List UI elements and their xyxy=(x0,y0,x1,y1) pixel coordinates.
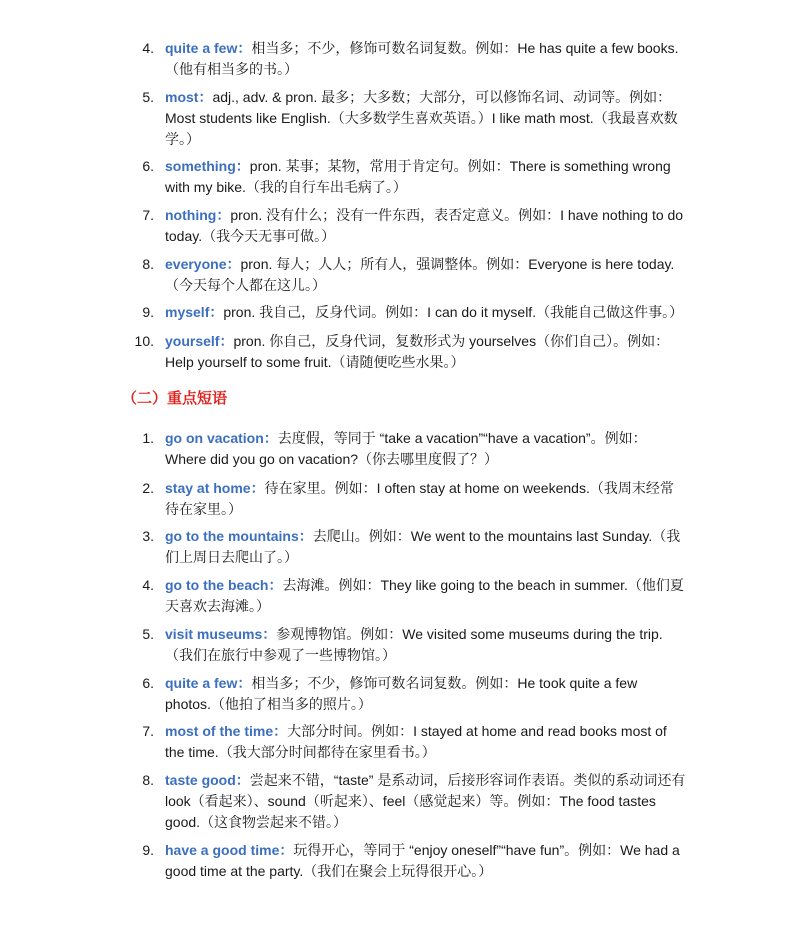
definition: pron. 你自己，反身代词，复数形式为 yourselves（你们自己）。例如：Help yourself to some fruit.（请随便吃些水果。） xyxy=(165,333,670,370)
term-separator: ： xyxy=(268,577,283,593)
term: everyone xyxy=(165,256,227,272)
definition: pron. 没有什么；没有一件东西，表否定意义。例如：I have nothing to do today.（我今天无事可做。） xyxy=(165,207,684,244)
item-body xyxy=(165,721,687,763)
term: yourself xyxy=(165,333,220,349)
term-separator: ： xyxy=(198,89,213,105)
definition: 尝起来不错，“taste” 是系动词，后接形容词作表语。类似的系动词还有 look（看起来）、sound（听起来）、feel（感觉起来）等。例如：The food tastes good.（这食物尝起来不错。） xyxy=(165,772,686,830)
term: nothing xyxy=(165,207,217,223)
term-separator: ： xyxy=(226,256,241,272)
term-separator: ： xyxy=(235,158,250,174)
item-number: 4. xyxy=(142,577,154,593)
term-separator: ： xyxy=(250,480,265,496)
term-separator: ： xyxy=(263,430,278,446)
item-number: 1. xyxy=(142,430,154,446)
item-body xyxy=(165,156,687,198)
definition: pron. 我自己，反身代词。例如：I can do it myself.（我能自己做这件事。） xyxy=(223,304,684,320)
definition: pron. 某事；某物，常用于肯定句。例如：There is something wrong with my bike.（我的自行车出毛病了。） xyxy=(165,158,671,195)
term-separator: ： xyxy=(209,304,224,320)
term: taste good xyxy=(165,772,236,788)
definition: 去海滩。例如：They like going to the beach in summer.（他们夏天喜欢去海滩。） xyxy=(165,577,684,614)
term: visit museums xyxy=(165,626,263,642)
term-separator: ： xyxy=(298,528,313,544)
section-heading: （二）重点短语 xyxy=(122,390,228,407)
term: go on vacation xyxy=(165,430,264,446)
item-body xyxy=(165,205,687,247)
term-separator: ： xyxy=(219,333,234,349)
item-number: 10. xyxy=(134,333,154,349)
term: myself xyxy=(165,304,210,320)
definition: 相当多；不少，修饰可数名词复数。例如：He has quite a few books.（他有相当多的书。） xyxy=(165,40,679,77)
item-body xyxy=(165,254,687,296)
item-body xyxy=(165,624,687,666)
item-number: 5. xyxy=(142,89,154,105)
item-number: 2. xyxy=(142,480,154,496)
definition: 待在家里。例如：I often stay at home on weekends.（我周末经常待在家里。） xyxy=(165,480,674,517)
term-separator: ： xyxy=(279,842,294,858)
definition: 玩得开心，等同于 “enjoy oneself”“have fun”。例如：We had a good time at the party.（我们在聚会上玩得很开心。） xyxy=(165,842,680,879)
definition: pron. 每人；人人；所有人，强调整体。例如：Everyone is here today.（今天每个人都在这儿。） xyxy=(165,256,675,293)
item-number: 4. xyxy=(142,40,154,56)
term-separator: ： xyxy=(237,675,252,691)
definition: 去爬山。例如：We went to the mountains last Sunday.（我们上周日去爬山了。） xyxy=(165,528,681,565)
item-number: 6. xyxy=(142,158,154,174)
item-number: 6. xyxy=(142,675,154,691)
item-body xyxy=(165,526,687,568)
item-body xyxy=(165,331,687,373)
item-number: 7. xyxy=(142,723,154,739)
item-body xyxy=(165,302,687,323)
term-separator: ： xyxy=(262,626,277,642)
term: most of the time xyxy=(165,723,274,739)
item-number: 9. xyxy=(142,842,154,858)
term-separator: ： xyxy=(235,772,250,788)
item-body xyxy=(165,38,687,80)
term-separator: ： xyxy=(237,40,252,56)
term: have a good time xyxy=(165,842,280,858)
item-number: 8. xyxy=(142,772,154,788)
item-body xyxy=(165,87,687,150)
item-body xyxy=(165,770,687,833)
term: quite a few xyxy=(165,675,238,691)
item-number: 7. xyxy=(142,207,154,223)
item-number: 5. xyxy=(142,626,154,642)
term: stay at home xyxy=(165,480,251,496)
definition: 参观博物馆。例如：We visited some museums during the trip.（我们在旅行中参观了一些博物馆。） xyxy=(165,626,663,663)
item-number: 3. xyxy=(142,528,154,544)
term: most xyxy=(165,89,199,105)
definition: 去度假，等同于 “take a vacation”“have a vacation”。例如：Where did you go on vacation?（你去哪里度假了？） xyxy=(165,430,647,467)
definition: 相当多；不少，修饰可数名词复数。例如：He took quite a few photos.（他拍了相当多的照片。） xyxy=(165,675,638,712)
definition: adj., adv. & pron. 最多；大多数；大部分，可以修饰名词、动词等。例如：Most students like English.（大多数学生喜欢英语。）I like math most.（我最喜欢数学。） xyxy=(165,89,678,147)
item-body xyxy=(165,575,687,617)
term: something xyxy=(165,158,236,174)
item-number: 8. xyxy=(142,256,154,272)
item-body xyxy=(165,840,687,882)
term: go to the mountains xyxy=(165,528,299,544)
item-body xyxy=(165,478,687,520)
term: quite a few xyxy=(165,40,238,56)
item-body xyxy=(165,428,687,470)
term-separator: ： xyxy=(273,723,288,739)
term: go to the beach xyxy=(165,577,269,593)
definition: 大部分时间。例如：I stayed at home and read books most of the time.（我大部分时间都待在家里看书。） xyxy=(165,723,667,760)
item-body xyxy=(165,673,687,715)
item-number: 9. xyxy=(142,304,154,320)
term-separator: ： xyxy=(216,207,231,223)
